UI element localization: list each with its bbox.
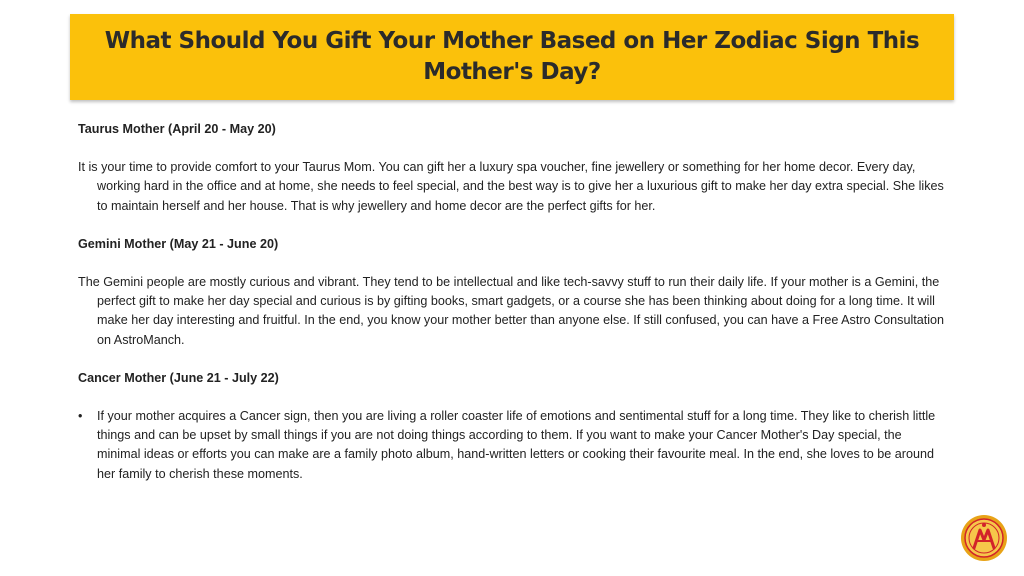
gemini-paragraph: The Gemini people are mostly curious and vibrant. They tend to be intellectual and like tech-savvy stuff to run their daily life. If your mother is a Gemini, the perfect gift to make her day special and curious is by gifting books, smart gadgets, or a course she has been thinking about doing for a long time. It will make her day interesting and fruitful. In the end, you know your mother better than anyone else. If still confused, you can have a Free Astro Consultation on AstroManch.	[78, 275, 945, 347]
taurus-paragraph: It is your time to provide comfort to your Taurus Mom. You can gift her a luxury spa voucher, fine jewellery or something for her home decor. Every day, working hard in the office and at home, she needs to feel special, and the best way is to give her a luxurious gift to make her day extra special. She likes to maintain herself and her house. That is why jewellery and home decor are the perfect gifts for her.	[78, 160, 944, 213]
page-title: What Should You Gift Your Mother Based on Her Zodiac Sign This Mother's Day?	[104, 28, 920, 85]
taurus-heading: Taurus Mother (April 20 - May 20)	[78, 122, 276, 136]
title-banner	[70, 14, 954, 100]
cancer-heading: Cancer Mother (June 21 - July 22)	[78, 370, 279, 385]
cancer-paragraph: If your mother acquires a Cancer sign, then you are living a roller coaster life of emotions and sentimental stuff for a long time. They like to cherish little things and can be upset by small things if you are not doing things according to them. If you want to make your Cancer Mother's Day special, the minimal ideas or efforts you can make are a family photo album, hand-written letters or cooking their favourite meal. In the end, she loves to be around her family to cherish these moments.	[97, 409, 936, 481]
astromanch-logo-icon	[960, 514, 1008, 562]
article-content	[78, 120, 948, 484]
bullet-marker: •	[78, 409, 83, 424]
gemini-heading: Gemini Mother (May 21 - June 20)	[78, 236, 279, 251]
cancer-bullet-item	[78, 407, 948, 484]
